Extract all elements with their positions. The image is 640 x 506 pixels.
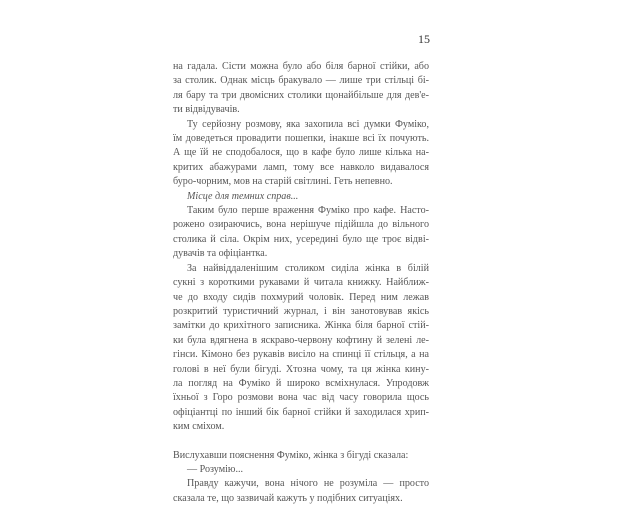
text-line: замітки до крихітного записника. Жінка біля барної стій- (173, 320, 429, 332)
text-line: Таким було перше враження Фуміко про кафе. Насто- (187, 205, 429, 217)
text-line: розкритий туристичний журнал, і він занотовував якісь (173, 305, 429, 317)
dialogue-line: — Розумію... (187, 463, 244, 475)
text-line: критих абажурами ламп, тому все навколо видавалося (173, 161, 429, 173)
text-line: ки була вдягнена в яскраво-червону кофтину й зелені ле- (173, 334, 429, 346)
italic-line (173, 190, 429, 204)
text-line: офіціантці по інший бік барної стійки й заходилася хрип- (173, 406, 429, 418)
text-line: за столик. Однак місць бракувало — лише три стільці бі- (173, 75, 429, 87)
text-line: Вислухавши пояснення Фуміко, жінка з бігуді сказала: (173, 449, 409, 461)
text-line: ти відвідувачів. (173, 104, 240, 116)
text-line: столика й сіла. Окрім них, усередині було ще троє відві- (173, 233, 429, 245)
text-line: ля бару та три двомісних столики щонайбільше для дев'е- (173, 89, 429, 101)
text-line: Ту серйозну розмову, яка захопила всі думки Фуміко, (187, 118, 429, 130)
text-line: че до входу сидів похмурий чоловік. Перед ним лежав (173, 291, 429, 303)
italic-text: Місце для темних справ... (187, 190, 299, 202)
text-line: дувачів та офіціантка. (173, 248, 268, 260)
page-body (173, 60, 429, 506)
text-line: А ще їй не сподобалося, що в кафе було лише кілька на- (173, 147, 429, 159)
text-line: їм доведеться провадити пошепки, інакше всі їх почують. (173, 133, 429, 145)
text-line: сукні з короткими рукавами й читала книжку. Найближ- (173, 277, 429, 289)
page-number: 15 (418, 32, 430, 46)
text-line: їхньої з Горо розмови вона час від часу говорила щось (173, 392, 429, 404)
text-line: сказала те, що зазвичай кажуть у подібних ситуаціях. (173, 492, 403, 504)
section-gap (173, 435, 429, 449)
text-line: голові в неї були бігуді. Хтозна чому, та ця жінка кину- (173, 363, 429, 375)
text-line: буро-чорним, мов на старій світлині. Геть непевно. (173, 176, 393, 188)
text-line: на гадала. Сісти можна було або біля барної стійки, або (173, 61, 429, 72)
text-line: За найвіддаленішим столиком сиділа жінка в білій (187, 262, 429, 274)
text-line: Правду кажучи, вона нічого не розуміла — просто (187, 478, 429, 490)
text-line: ла погляд на Фуміко й широко всміхнулася. Упродовж (173, 377, 429, 389)
text-line: гінси. Кімоно без рукавів висіло на спинці її стільця, а на (173, 349, 429, 361)
text-line: ким сміхом. (173, 421, 225, 433)
text-line: рожено озираючись, вона нерішуче підійшла до вільного (173, 219, 429, 231)
